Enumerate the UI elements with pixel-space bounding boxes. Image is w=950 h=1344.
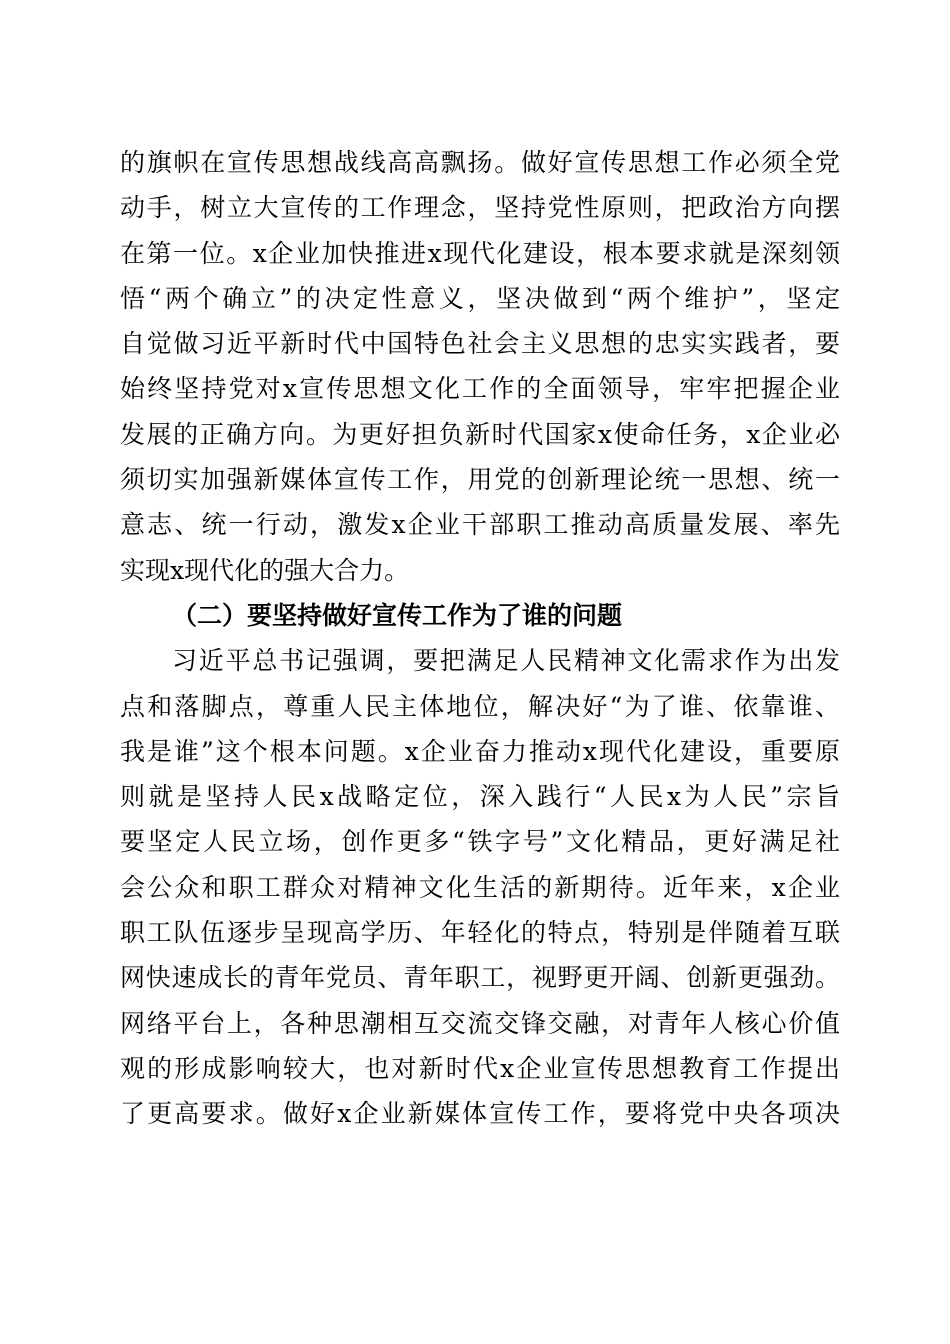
text-line: 则就是坚持人民x战略定位，深入践行“人民x为人民”宗旨 bbox=[120, 782, 840, 812]
text-line: 发展的正确方向。为更好担负新时代国家x使命任务，x企业必 bbox=[120, 419, 840, 449]
text-line: 意志、统一行动，激发x企业干部职工推动高质量发展、率先 bbox=[120, 510, 840, 540]
text-line: 在第一位。x企业加快推进x现代化建设，根本要求就是深刻领 bbox=[120, 238, 840, 268]
text-line: 的旗帜在宣传思想战线高高飘扬。做好宣传思想工作必须全党 bbox=[120, 148, 840, 177]
text-line: 了更高要求。做好x企业新媒体宣传工作，要将党中央各项决 bbox=[120, 1099, 840, 1129]
text-line: 习近平总书记强调，要把满足人民精神文化需求作为出发 bbox=[172, 646, 840, 676]
text-line: 网络平台上，各种思潮相互交流交锋交融，对青年人核心价值 bbox=[120, 1008, 840, 1038]
text-line: 动手，树立大宣传的工作理念，坚持党性原则，把政治方向摆 bbox=[120, 193, 840, 223]
text-line: 悟“两个确立”的决定性意义，坚决做到“两个维护”，坚定 bbox=[120, 283, 840, 313]
text-line: 网快速成长的青年党员、青年职工，视野更开阔、创新更强劲。 bbox=[120, 963, 840, 993]
text-line: 实现x现代化的强大合力。 bbox=[120, 555, 410, 585]
text-line: 会公众和职工群众对精神文化生活的新期待。近年来，x企业 bbox=[120, 872, 840, 902]
text-line: 须切实加强新媒体宣传工作，用党的创新理论统一思想、统一 bbox=[120, 465, 840, 495]
body-text bbox=[120, 140, 840, 1137]
text-line: 点和落脚点，尊重人民主体地位，解决好“为了谁、依靠谁、 bbox=[120, 691, 840, 721]
section-heading: （二）要坚持做好宣传工作为了谁的问题 bbox=[172, 600, 623, 630]
text-line: 观的形成影响较大，也对新时代x企业宣传思想教育工作提出 bbox=[120, 1053, 840, 1083]
text-line: 我是谁”这个根本问题。x企业奋力推动x现代化建设，重要原 bbox=[120, 736, 840, 766]
text-line: 始终坚持党对x宣传思想文化工作的全面领导，牢牢把握企业 bbox=[120, 374, 840, 404]
text-line: 职工队伍逐步呈现高学历、年轻化的特点，特别是伴随着互联 bbox=[120, 918, 840, 948]
text-line: 要坚定人民立场，创作更多“铁字号”文化精品，更好满足社 bbox=[120, 827, 840, 857]
text-line: 自觉做习近平新时代中国特色社会主义思想的忠实实践者，要 bbox=[120, 329, 840, 359]
